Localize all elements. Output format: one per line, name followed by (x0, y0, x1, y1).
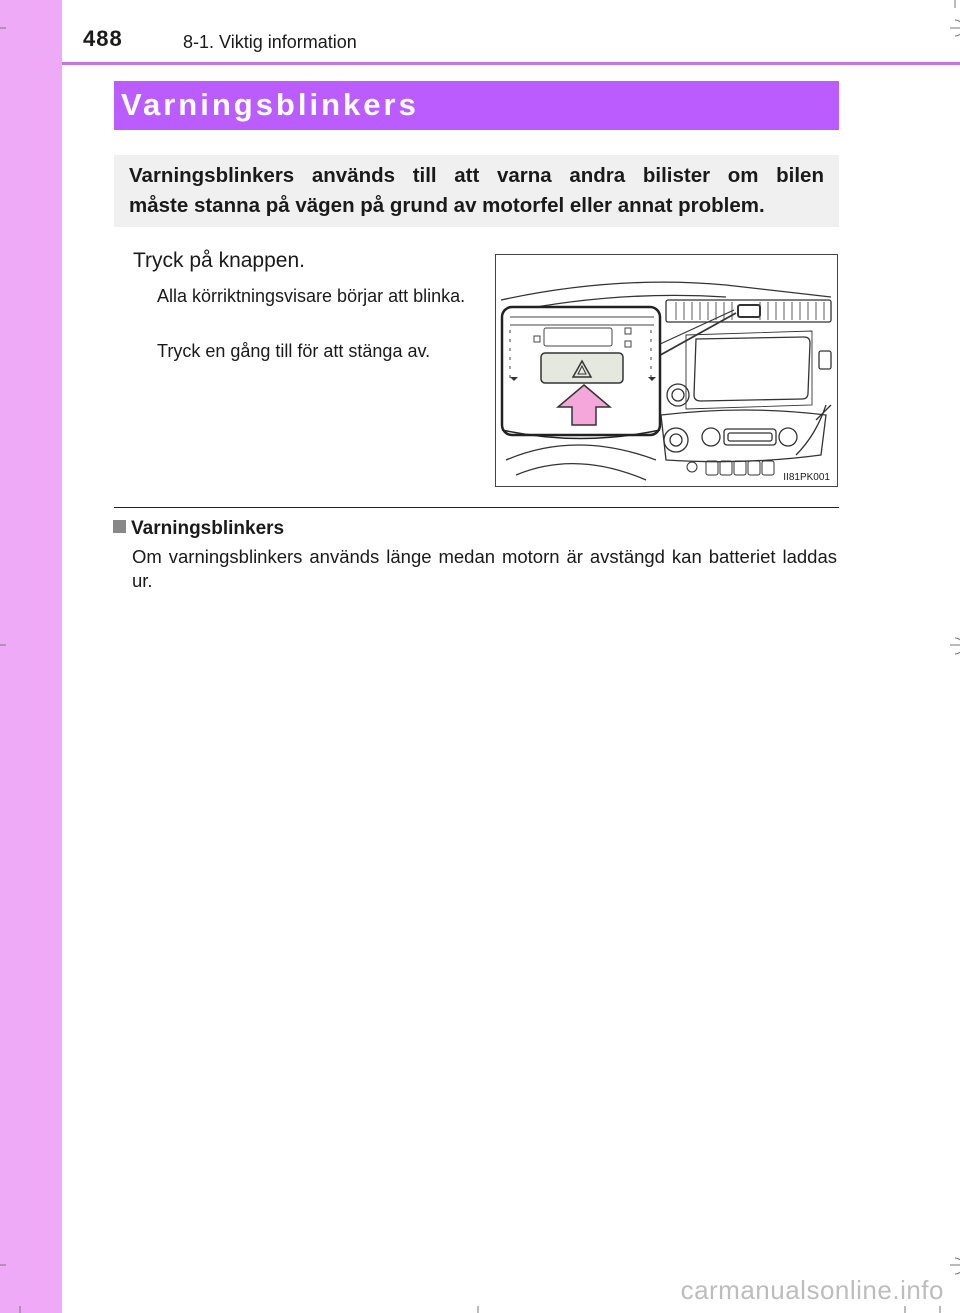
section-title: 8-1. Viktig information (183, 32, 357, 52)
figure-code: II81PK001 (783, 472, 830, 483)
bullet-item: Tryck en gång till för att stänga av. (157, 341, 431, 361)
step-instruction: Tryck på knappen. (133, 249, 305, 272)
intro-line-2: måste stanna på vägen på grund av motorfel eller annat problem. (129, 194, 765, 217)
page-title: Varningsblinkers (121, 87, 419, 122)
watermark: carmanualsonline.info (680, 1275, 944, 1305)
page-number: 488 (83, 26, 123, 51)
note-body: Om varningsblinkers används länge medan motorn är avstängd kan batteriet laddas ur. (132, 546, 837, 591)
intro-line-1: Varningsblinkers används till att varna andra bilister om bilen (129, 164, 824, 187)
note-heading-text: Varningsblinkers (131, 518, 285, 539)
bullet-item: Alla körriktningsvisare börjar att blinka. (157, 286, 466, 306)
